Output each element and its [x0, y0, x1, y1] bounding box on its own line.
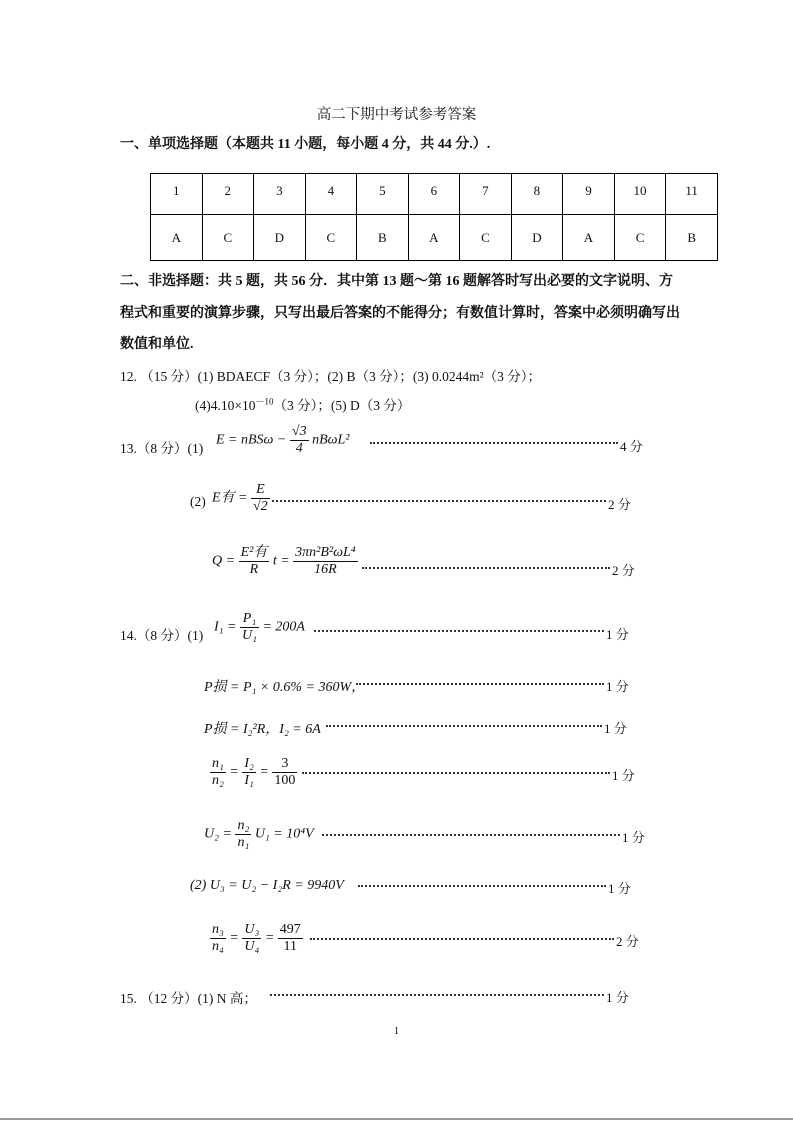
q14-f5-lhs: U₂ =	[204, 826, 232, 842]
table-cell: 9	[563, 174, 615, 215]
q13-f1-lhs: E = nBSω −	[216, 432, 287, 448]
dot-leader	[302, 772, 610, 774]
denominator: n₂	[212, 773, 224, 788]
score: 2 分	[608, 497, 631, 512]
q13-formula-2	[212, 482, 270, 515]
fraction	[239, 545, 270, 578]
q14-f1-lhs: I₁ =	[214, 619, 237, 635]
denominator: n₄	[212, 939, 224, 954]
score: 1 分	[606, 627, 629, 642]
table-cell: 1	[151, 174, 203, 215]
score: 1 分	[604, 721, 627, 736]
numerator: E	[251, 482, 270, 499]
answer-table	[150, 173, 718, 261]
fraction	[290, 424, 309, 457]
q14-f5-rhs: U₁ = 10⁴V	[254, 826, 314, 842]
equals-sign: =	[264, 930, 275, 946]
section2-line-3: 数值和单位.	[120, 337, 194, 352]
numerator: n₂	[237, 818, 250, 833]
numerator: I₂	[244, 756, 254, 771]
fraction	[235, 818, 251, 851]
q14-formula-1	[214, 611, 305, 644]
dot-leader	[356, 683, 604, 685]
q12-line-2	[195, 394, 410, 414]
q12-part4: (4)4.10×10	[195, 398, 256, 413]
q13-part2-label: (2)	[190, 494, 206, 509]
table-cell: A	[151, 215, 203, 261]
table-cell: C	[460, 215, 512, 261]
numerator: n₃	[212, 922, 224, 937]
q15-label: 15. （12 分）(1) N 高；	[120, 991, 257, 1006]
q14-formula-4	[210, 756, 297, 789]
denominator: U₄	[244, 939, 260, 954]
table-cell: 3	[254, 174, 306, 215]
dot-leader	[314, 630, 604, 632]
table-cell: C	[614, 215, 666, 261]
numerator: n₁	[212, 756, 224, 771]
dot-leader	[322, 834, 620, 836]
table-cell: B	[357, 215, 409, 261]
question-number-row	[151, 174, 718, 215]
table-cell: 11	[666, 174, 718, 215]
denominator: 16R	[314, 562, 337, 577]
score: 1 分	[606, 679, 629, 694]
q14-label: 14.（8 分）(1)	[120, 628, 204, 643]
table-cell: B	[666, 215, 718, 261]
score: 1 分	[612, 768, 635, 783]
denominator: 100	[274, 773, 296, 788]
fraction	[242, 756, 256, 789]
fraction	[242, 922, 261, 955]
dot-leader	[358, 885, 606, 887]
fraction	[240, 611, 259, 644]
numerator: U₃	[244, 922, 260, 937]
numerator: √3	[291, 424, 307, 439]
table-cell: C	[305, 215, 357, 261]
score: 1 分	[622, 830, 645, 845]
dot-leader	[310, 938, 614, 940]
page-title: 高二下期中考试参考答案	[316, 107, 477, 123]
answer-row	[151, 215, 718, 261]
denominator: R	[249, 562, 259, 577]
table-cell: 10	[614, 174, 666, 215]
q14-formula-2: P损 = P₁ × 0.6% = 360W，	[204, 680, 366, 695]
denominator: U₁	[241, 628, 257, 643]
denominator: n₁	[237, 835, 250, 850]
q13-f2-lhs: E有 =	[212, 490, 248, 506]
q13-label: 13.（8 分）(1)	[120, 441, 204, 456]
score: 1 分	[608, 881, 631, 896]
table-cell: 4	[305, 174, 357, 215]
denominator: I₁	[244, 773, 254, 788]
section2-line-2: 程式和重要的演算步骤，只写出最后答案的不能得分；有数值计算时，答案中必须明确写出	[120, 306, 680, 321]
numerator: 497	[279, 922, 301, 937]
q14-formula-3: P损 = I₂²R，I₂ = 6A	[204, 722, 321, 737]
q13-f1-rhs: nBωL²	[312, 432, 350, 448]
dot-leader	[272, 500, 606, 502]
table-cell: A	[563, 215, 615, 261]
dot-leader	[326, 725, 602, 727]
q12-part4-rest: （3 分）；(5) D（3 分）	[273, 398, 411, 413]
fraction	[293, 545, 358, 578]
numerator: 3	[272, 756, 297, 773]
dot-leader	[270, 994, 604, 996]
section1-heading: 一、单项选择题（本题共 11 小题，每小题 4 分，共 44 分.）.	[120, 137, 491, 152]
numerator: P₁	[240, 611, 259, 628]
page-number: 1	[393, 1025, 400, 1037]
score: 1 分	[606, 990, 629, 1005]
table-cell: 8	[511, 174, 563, 215]
q14-formula-5	[204, 818, 314, 851]
table-cell: 7	[460, 174, 512, 215]
table-cell: 5	[357, 174, 409, 215]
denominator: 11	[283, 939, 297, 954]
q13-formula-1	[216, 424, 350, 457]
table-cell: 2	[202, 174, 254, 215]
dot-leader	[370, 442, 618, 444]
table-cell: 6	[408, 174, 460, 215]
equals-sign: =	[229, 930, 239, 946]
table-cell: D	[511, 215, 563, 261]
q12-line-1: 12. （15 分）(1) BDAECF（3 分）；(2) B（3 分）；(3) 0.0244m²（3 分）；	[120, 369, 542, 384]
q12-exponent: －10	[255, 396, 274, 407]
fraction	[210, 756, 226, 789]
score: 2 分	[612, 563, 635, 578]
score: 2 分	[616, 934, 639, 949]
table-cell: A	[408, 215, 460, 261]
q13-f3-mid: t =	[272, 553, 290, 569]
numerator: E²有	[240, 545, 268, 560]
denominator: 4	[295, 441, 303, 456]
q14-formula-6: (2) U₃ = U₂ − I₂R = 9940V	[190, 878, 344, 893]
numerator: 3πn²B²ωL⁴	[295, 545, 356, 560]
dot-leader	[362, 567, 610, 569]
section2-line-1: 二、非选择题：共 5 题，共 56 分．其中第 13 题～第 16 题解答时写出必要的文字说明、方	[120, 274, 673, 289]
q13-f3-lhs: Q =	[212, 553, 236, 569]
score: 4 分	[620, 439, 643, 454]
fraction	[251, 482, 270, 515]
q13-formula-3	[212, 545, 358, 578]
page-bottom-divider	[0, 1118, 793, 1120]
table-cell: C	[202, 215, 254, 261]
fraction	[278, 922, 303, 955]
table-cell: D	[254, 215, 306, 261]
fraction	[272, 756, 297, 789]
equals-sign: =	[229, 764, 239, 780]
fraction	[210, 922, 226, 955]
q14-f1-rhs: = 200A	[262, 619, 305, 635]
equals-sign: =	[259, 764, 269, 780]
denominator: √2	[253, 499, 268, 514]
q14-formula-7	[210, 922, 303, 955]
